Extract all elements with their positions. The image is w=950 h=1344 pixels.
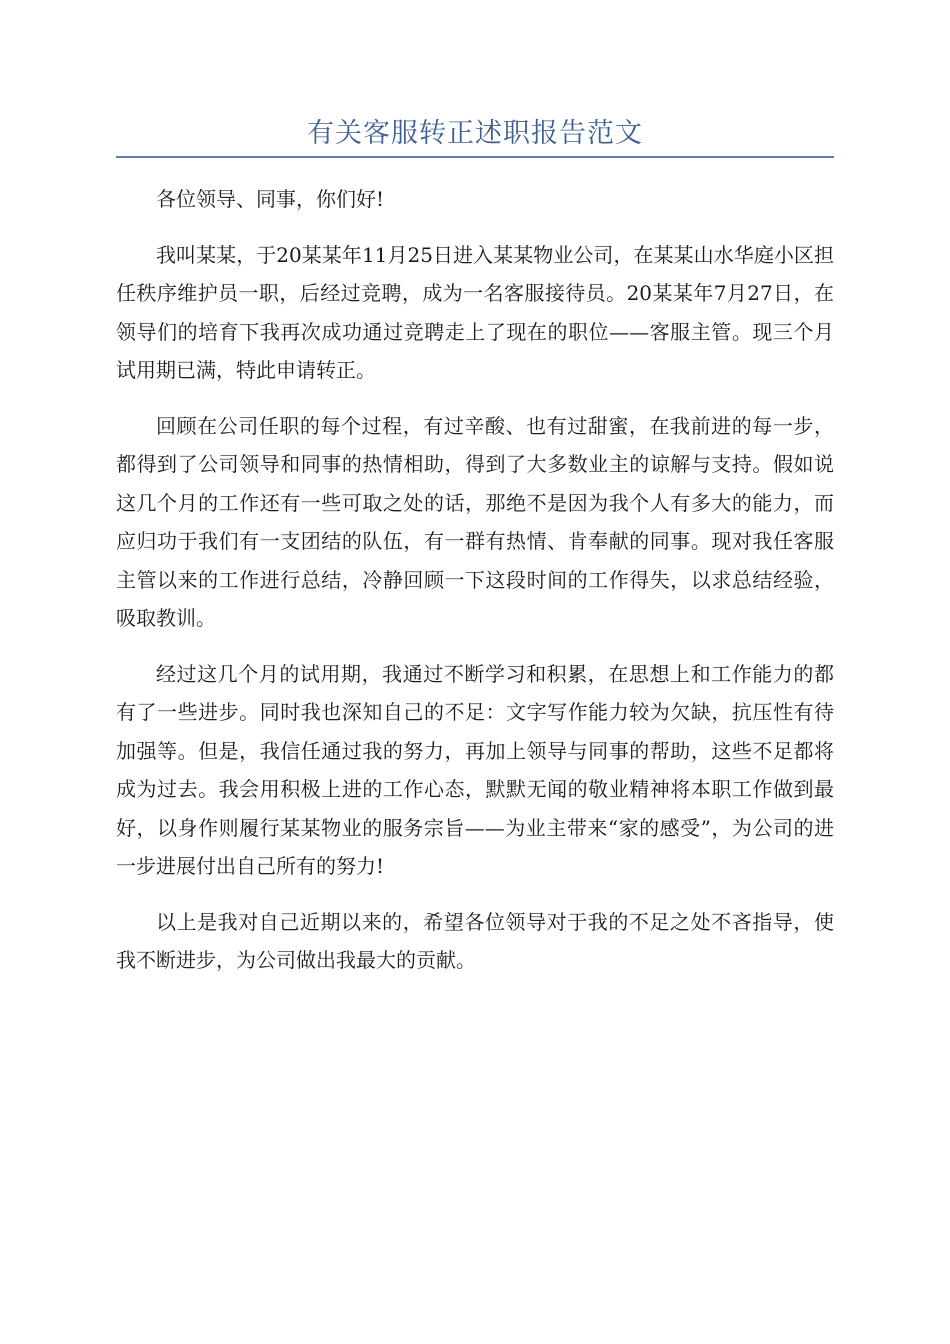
paragraph-greeting: 各位领导、同事，你们好! <box>156 187 385 211</box>
document-body <box>116 180 834 980</box>
document-page <box>116 0 834 997</box>
paragraph-closing: 以上是我对自己近期以来的，希望各位领导对于我的不足之处不吝指导，使我不断进步，为公司做出我最大的贡献。 <box>116 909 834 972</box>
paragraph-introduction: 我叫某某，于20某某年11月25日进入某某物业公司，在某某山水华庭小区担任秩序维护员一职，后经过竞聘，成为一名客服接待员。20某某年7月27日，在领导们的培育下我再次成功通过竞聘走上了现在的职位——客服主管。现三个月试用期已满，特此申请转正。 <box>116 242 834 382</box>
paragraph-review: 回顾在公司任职的每个过程，有过辛酸、也有过甜蜜，在我前进的每一步，都得到了公司领导和同事的热情相助，得到了大多数业主的谅解与支持。假如说这几个月的工作还有一些可取之处的话，那绝不是因为我个人有多大的能力，而应归功于我们有一支团结的队伍，有一群有热情、肯奉献的同事。现对我任客服主管以来的工作进行总结，冷静回顾一下这段时间的工作得失，以求总结经验，吸取教训。 <box>116 413 834 630</box>
paragraph-progress: 经过这几个月的试用期，我通过不断学习和积累，在思想上和工作能力的都有了一些进步。同时我也深知自己的不足：文字写作能力较为欠缺，抗压性有待加强等。但是，我信任通过我的努力，再加上领导与同事的帮助，这些不足都将成为过去。我会用积极上进的工作心态，默默无闻的敬业精神将本职工作做到最好，以身作则履行某某物业的服务宗旨——为业主带来“家的感受”，为公司的进一步进展付出自己所有的努力! <box>116 661 834 878</box>
title-underline <box>116 156 834 158</box>
document-title: 有关客服转正述职报告范文 <box>307 118 643 149</box>
